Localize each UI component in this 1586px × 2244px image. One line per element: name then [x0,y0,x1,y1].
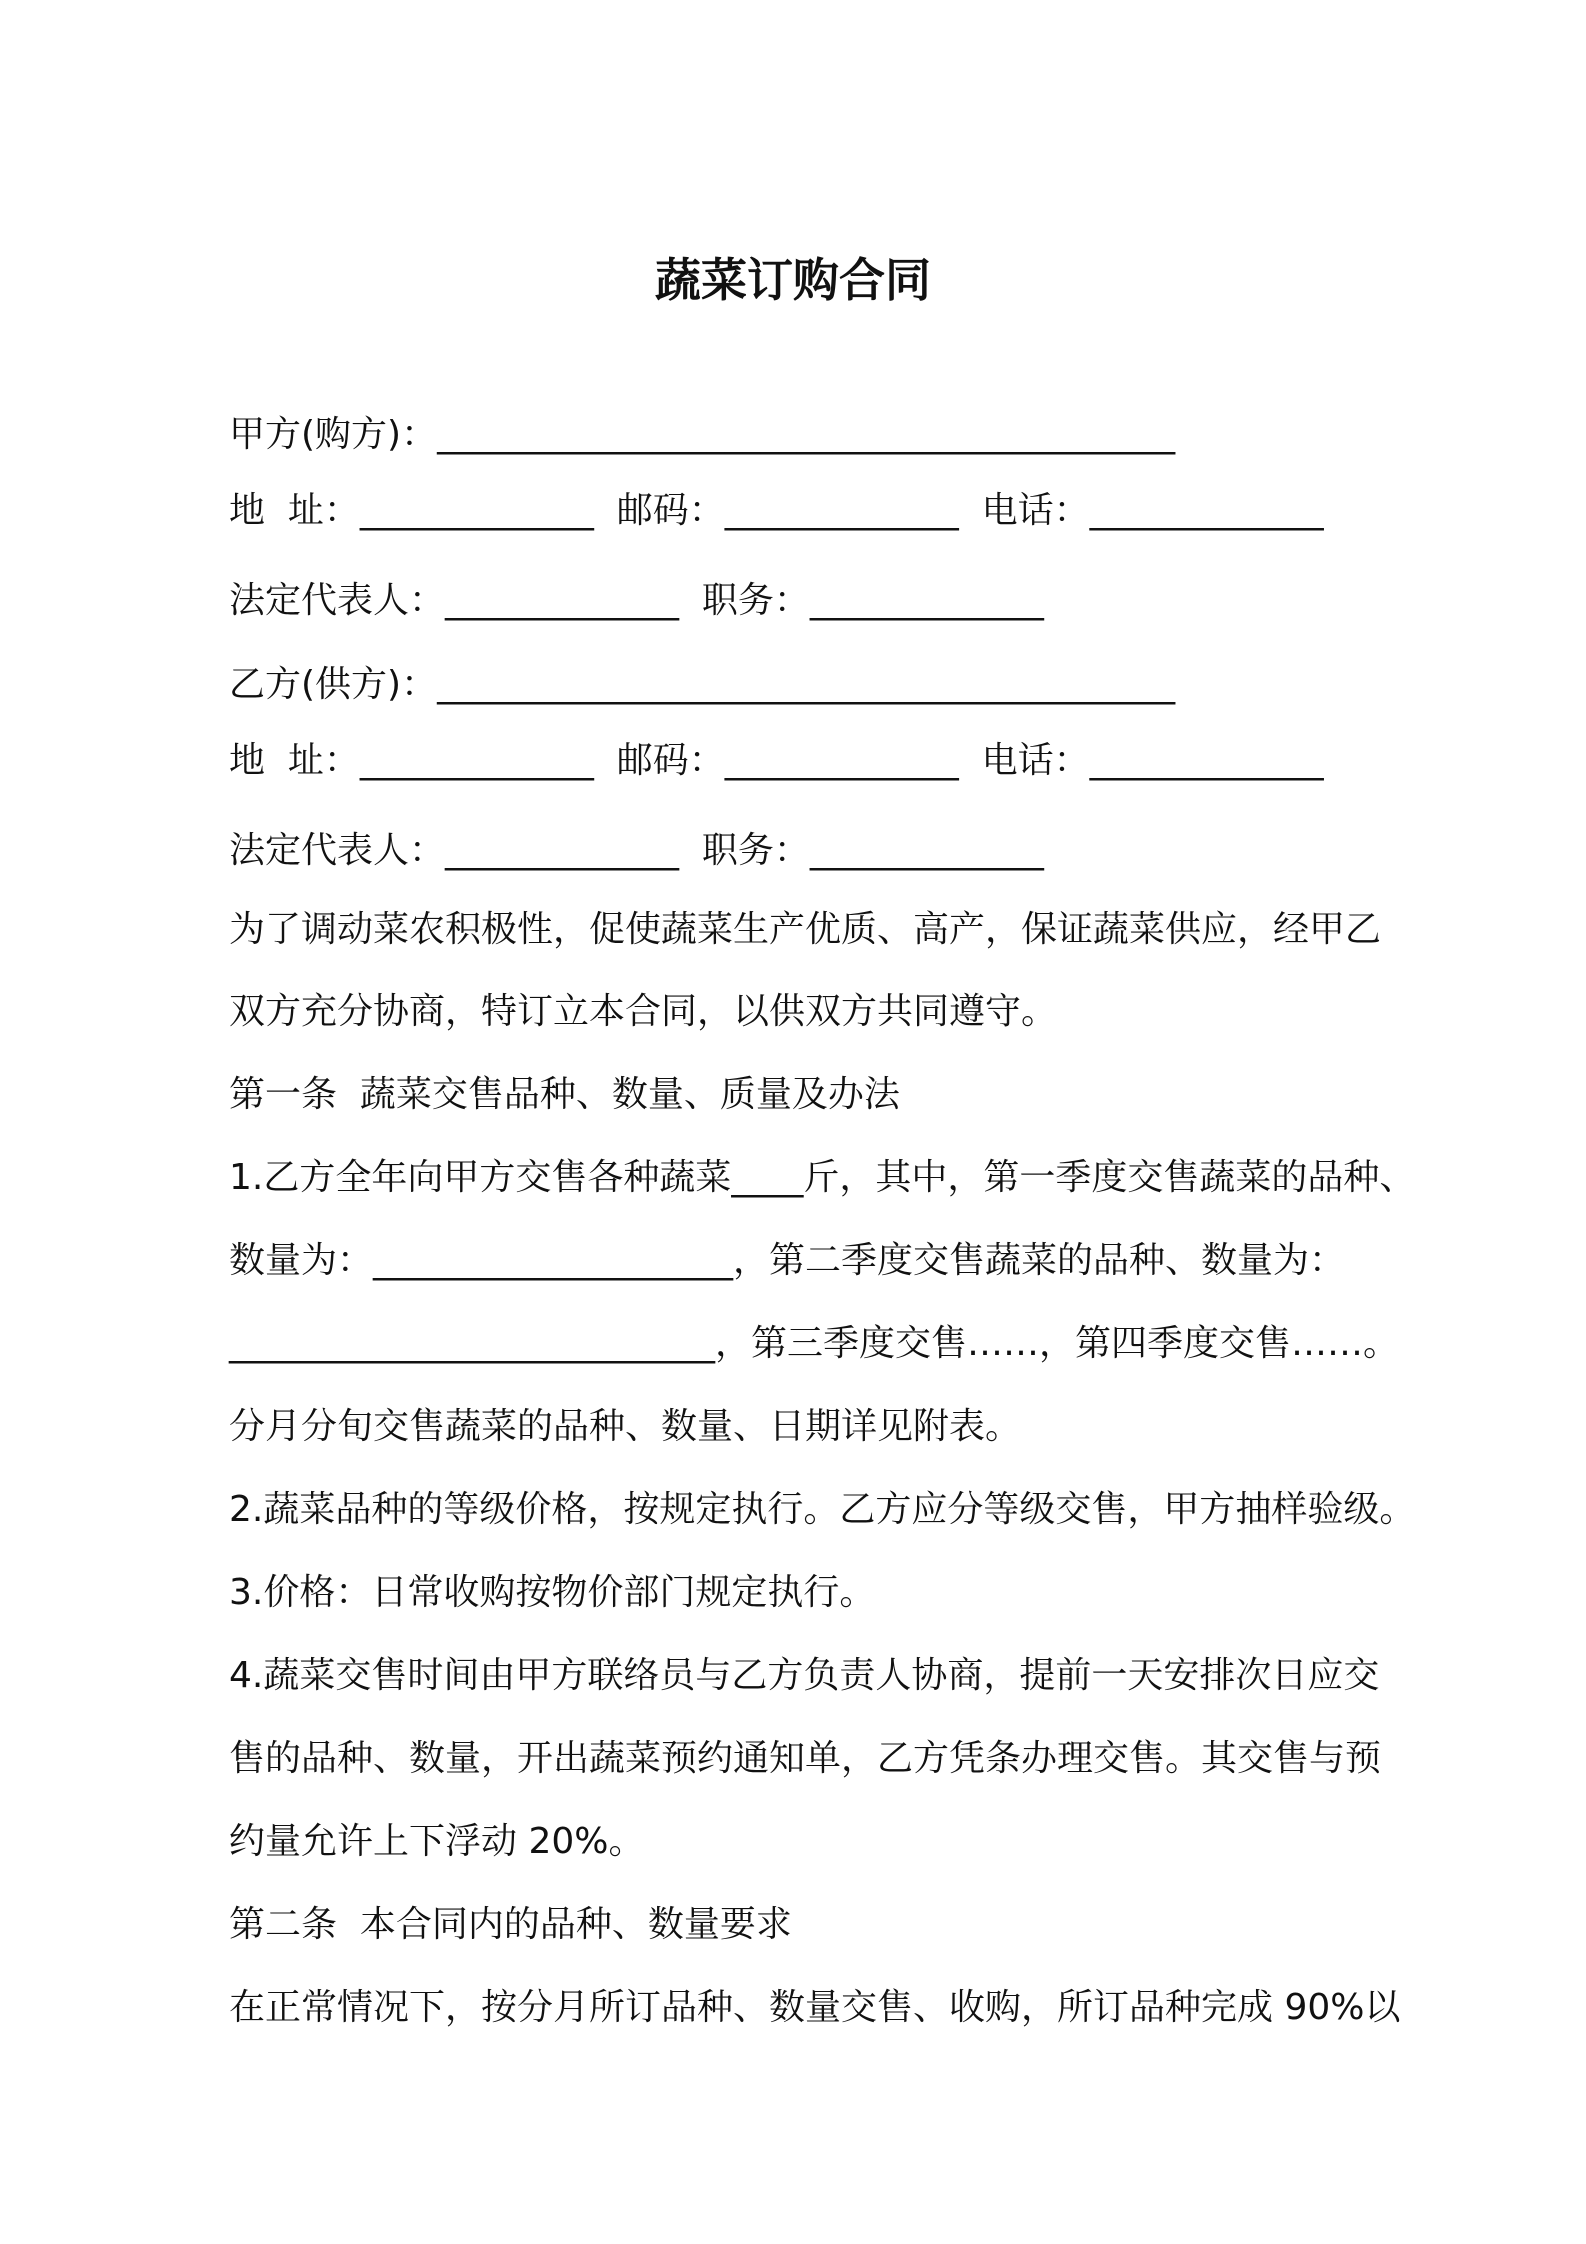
party-b-representative-line: 法定代表人：_____________ 职务：_____________ [229,830,1044,871]
article-2-line-1: 在正常情况下，按分月所订品种、数量交售、收购，所订品种完成 90%以 [229,1987,1401,2028]
clause-1-line-2: 数量为：____________________，第二季度交售蔬菜的品种、数量为： [229,1240,1346,1281]
clause-4-line-1: 4.蔬菜交售时间由甲方联络员与乙方负责人协商，提前一天安排次日应交 [229,1655,1380,1696]
party-a-address-line: 地 址：_____________ 邮码：_____________ 电话：_____________ [229,490,1324,531]
preamble-line-2: 双方充分协商，特订立本合同，以供双方共同遵守。 [229,991,1058,1032]
party-a-representative-line: 法定代表人：_____________ 职务：_____________ [229,580,1044,621]
article-2-heading: 第二条 本合同内的品种、数量要求 [229,1904,792,1945]
clause-1-line-1: 1.乙方全年向甲方交售各种蔬菜____斤，其中，第一季度交售蔬菜的品种、 [229,1157,1416,1198]
party-b-name-line: 乙方(供方)：_________________________________________ [229,664,1176,705]
clause-4-line-2: 售的品种、数量，开出蔬菜预约通知单，乙方凭条办理交售。其交售与预 [229,1738,1382,1779]
clause-2-line: 2.蔬菜品种的等级价格，按规定执行。乙方应分等级交售，甲方抽样验级。 [229,1489,1416,1530]
clause-4-line-3: 约量允许上下浮动 20%。 [229,1821,645,1862]
article-1-heading: 第一条 蔬菜交售品种、数量、质量及办法 [229,1074,900,1115]
page-title: 蔬菜订购合同 [655,253,931,307]
party-a-name-line: 甲方(购方)：_________________________________________ [229,414,1176,455]
preamble-line-1: 为了调动菜农积极性，促使蔬菜生产优质、高产，保证蔬菜供应，经甲乙 [229,909,1382,950]
clause-3-line: 3.价格：日常收购按物价部门规定执行。 [229,1572,876,1613]
clause-1-line-4: 分月分旬交售蔬菜的品种、数量、日期详见附表。 [229,1406,1022,1447]
party-b-address-line: 地 址：_____________ 邮码：_____________ 电话：_____________ [229,740,1324,781]
clause-1-line-3: ___________________________，第三季度交售……，第四季度交售……。 [229,1323,1400,1364]
